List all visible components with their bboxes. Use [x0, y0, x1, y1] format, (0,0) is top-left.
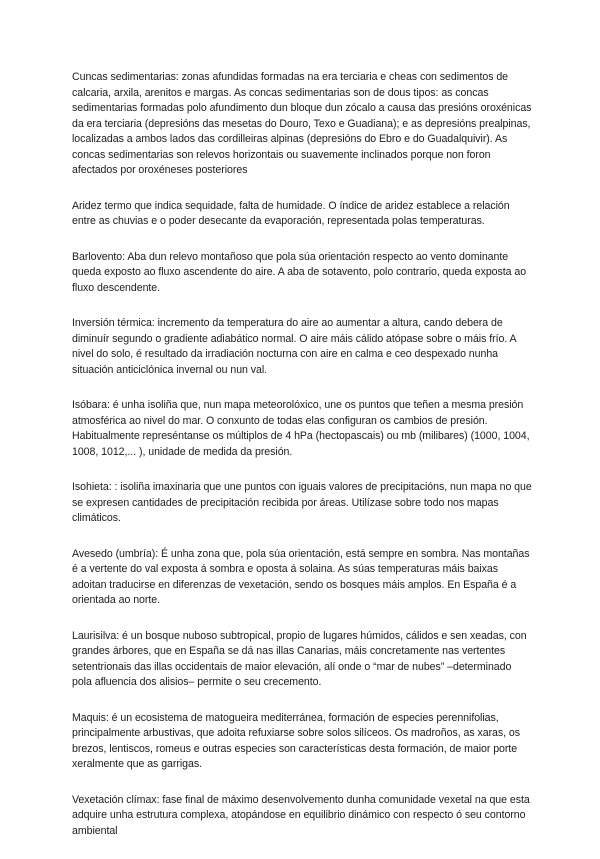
document-body: [72, 70, 534, 859]
paragraph-text: Laurisilva: é un bosque nuboso subtropical, propio de lugares húmidos, cálidos e sen xeadas, con grandes árbores, que en España se dá nas illas Canarias, máis concretamente nas vertentes setentrionais das illas occidentais de maior elevación, alí onde o “mar de nubes” –determinado pola afluencia dos alisios– permite o seu crecemento.: [72, 629, 527, 688]
paragraph-text: Isohieta: : isoliña imaxinaria que une puntos con iguais valores de precipitacións, nun mapa no que se expresen cantidades de precipitación recibida por áreas. Utilízase sobre todo nos mapas climáticos.: [72, 481, 532, 524]
paragraph-text: Aridez termo que indica sequidade, falta de humidade. O índice de aridez establece a relación entre as chuvias e o poder desecante da evaporación, representada polas temperaturas.: [72, 199, 510, 227]
paragraph-text: Barlovento: Aba dun relevo montañoso que pola súa orientación respecto ao vento dominante queda exposto ao fluxo ascendente do aire. A aba de sotavento, polo contrario, queda exposta ao fluxo descendente.: [72, 250, 527, 294]
paragraph-aridez: [72, 199, 534, 230]
paragraph-text: Maquis: é un ecosistema de matogueira mediterránea, formación de especies perennifolias, principalmente arbustivas, que adoita refuxiarse sobre solos silíceos. Os madroños, as xaras, os brezos, lentiscos, romeus e outras especies son características desta formación, de maior porte xeralmente que as garrigas.: [72, 711, 521, 770]
paragraph-isohieta: [72, 480, 534, 527]
paragraph-barlovento: [72, 250, 534, 297]
paragraph-text: Isóbara: é unha isoliña que, nun mapa meteorolóxico, une os puntos que teñen a mesma presión atmosférica ao nivel do mar. O conxunto de todas elas configuran os cambios de presión. Habitualmente represéntanse os múltiplos de 4 hPa (hectopascais) ou mb (milibares) (1000, 1004, 1008, 1012,... ), unidade de medida da presión.: [72, 399, 530, 458]
paragraph-text: Inversión térmica: incremento da temperatura do aire ao aumentar a altura, cando debera de diminuír segundo o gradiente adiabático normal. O aire máis cálido atópase sobre o máis frío. A nivel do solo, é resultado da irradiación nocturna con aire en calma e ceo despexado nunha situación anticiclónica invernal ou nun val.: [72, 317, 516, 376]
paragraph-text: Cuncas sedimentarias: zonas afundidas formadas na era terciaria e cheas con sedimentos de calcaria, arxila, arenitos e margas. As concas sedimentarias son de dous tipos: as concas sedimentarias formadas polo afundimento dun bloque dun zócalo a causa das presións oroxénicas da era terciaria (depresións das mesetas do Douro, Texo e Guadiana); e as depresións prealpinas, localizadas a ambos lados das cordilleiras alpinas (depresións do Ebro e do Guadalquivir). As concas sedimentarias son relevos horizontais ou suavemente inclinados porque non foron afectados por oroxéneses posteriores: [72, 71, 532, 176]
paragraph-avesedo: [72, 547, 534, 609]
paragraph-cuncas-sedimentarias: [72, 70, 534, 179]
paragraph-isobara: [72, 398, 534, 460]
paragraph-maquis: [72, 711, 534, 773]
paragraph-vexetacion-climax: [72, 793, 534, 840]
paragraph-text: Avesedo (umbría): É unha zona que, pola súa orientación, está sempre en sombra. Nas montañas é a vertente do val exposta á sombra e oposta á solaina. As súas temperaturas máis baixas adoitan traducirse en diferenzas de vexetación, sendo os bosques máis amplos. En España é a orientada ao norte.: [72, 547, 530, 606]
paragraph-text: Vexetación clímax: fase final de máximo desenvolvemento dunha comunidade vexetal na que esta adquire unha estrutura complexa, atopándose en equilibrio dinámico con respecto ó seu contorno ambiental: [72, 793, 530, 837]
paragraph-laurisilva: [72, 629, 534, 691]
paragraph-inversion-termica: [72, 316, 534, 378]
